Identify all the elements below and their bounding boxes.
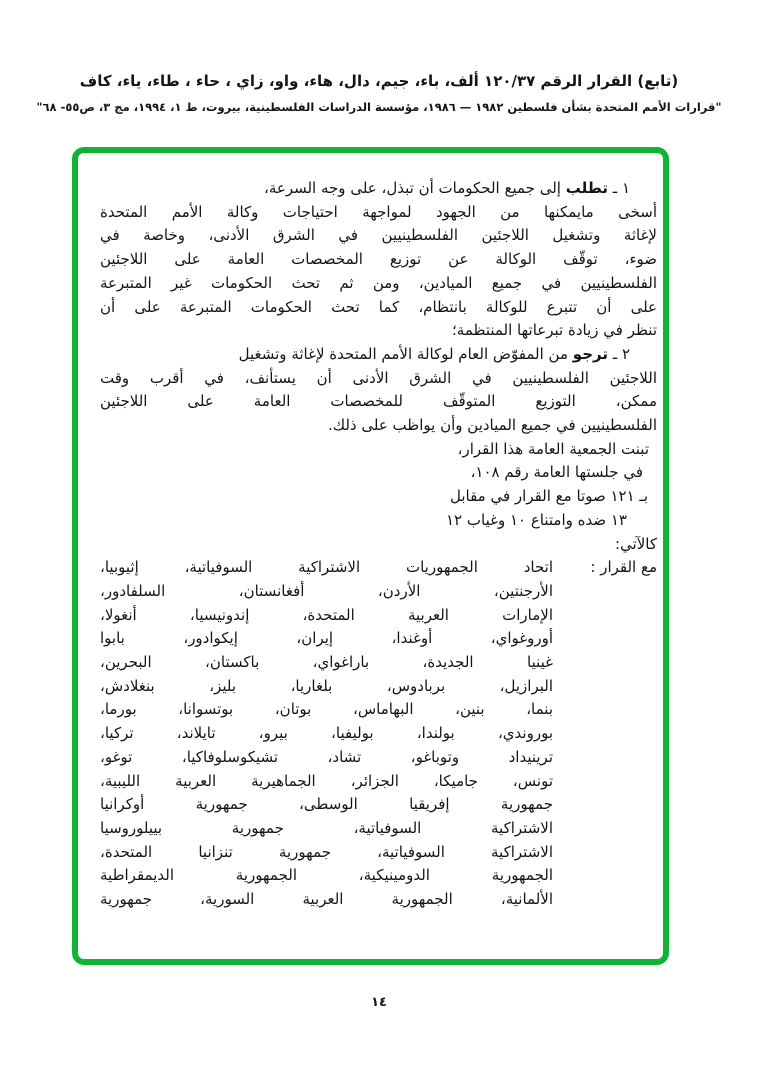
text-line: تونس، جاميكا، الجزائر، الجماهيرية العربية الليبية، — [100, 771, 553, 790]
content-box — [72, 147, 669, 965]
paragraph-1 — [100, 177, 657, 343]
paragraph-2-operative-verb: ترجو — [572, 344, 608, 363]
text-line: الإمارات العربية المتحدة، إندونيسيا، أنغولا، — [100, 605, 553, 624]
text-line: لإغاثة وتشغيل اللاجئين الفلسطينيين في الشرق الأدنى، وخاصة في — [100, 226, 657, 245]
vote-with-block — [100, 556, 657, 912]
text-line: الأرجنتين، الأردن، أفغانستان، السلفادور، — [100, 581, 553, 600]
text-line: تنظر في زيادة تبرعاتها المنتظمة؛ — [452, 321, 657, 340]
paragraph-2-first-line-text: من المفوّض العام لوكالة الأمم المتحدة لإغاثة وتشغيل — [238, 344, 569, 363]
text-line: في جلستها العامة رقم ١٠٨، — [470, 463, 643, 482]
countries-with-list — [100, 556, 553, 912]
text-line: ممكن، التوزيع المتوقّف للمخصصات العامة على اللاجئين — [100, 392, 657, 411]
paragraph-1-operative-verb: تطلب — [565, 179, 608, 197]
source-citation: "قرارات الأمم المتحدة بشأن فلسطين ١٩٨٢ — ١٩٨٦، مؤسسة الدراسات الفلسطينية، بيروت، ط ١، ١٩٩٤، مج ٣، ص٥٥- ٦٨" — [36, 100, 722, 114]
page-number: ١٤ — [371, 995, 387, 1010]
text-line: الاشتراكية السوفياتية، جمهورية بييلوروسيا — [100, 818, 553, 837]
text-line: بوروندي، بولندا، بوليفيا، بيرو، تايلاند، تركيا، — [100, 724, 553, 743]
text-line: اتحاد الجمهوريات الاشتراكية السوفياتية، إثيوبيا، — [100, 558, 553, 577]
paragraph-1-first-line — [100, 177, 657, 201]
text-line: الجمهورية الدومينيكية، الجمهورية الديمقراطية — [100, 866, 553, 885]
text-line: ترينيداد وتوباغو، تشاد، تشيكوسلوفاكيا، توغو، — [100, 747, 553, 766]
text-line: البرازيل، بربادوس، بلغاريا، بليز، بنغلادش، — [100, 676, 553, 695]
paragraph-2-first-line — [100, 343, 657, 367]
text-line: بنما، بنين، البهاماس، بوتان، بوتسوانا، بورما، — [100, 700, 553, 719]
vote-with-label: مع القرار : — [590, 558, 657, 577]
text-line: ضوء، توقّف الوكالة عن توزيع المخصصات العامة على اللاجئين — [100, 250, 657, 269]
text-line: الفلسطينيين في جميع الميادين وأن يواظب على ذلك. — [327, 416, 657, 435]
text-line: على أن تتبرع للوكالة بانتظام، كما تحث الحكومات المتبرعة على أن — [100, 297, 657, 316]
text-line: الاشتراكية السوفياتية، جمهورية تنزانيا المتحدة، — [100, 842, 553, 861]
paragraph-2 — [100, 343, 657, 438]
text-line: أسخى مايمكنها من الجهود لمواجهة احتياجات وكالة الأمم المتحدة — [100, 202, 657, 221]
document-title: (تابع) القرار الرقم ١٢٠/٣٧ ألف، باء، جيم، دال، هاء، واو، زاي ، حاء ، طاء، ياء، كاف — [79, 72, 679, 90]
text-line: الألمانية، الجمهورية العربية السورية، جمهورية — [100, 890, 553, 909]
text-line: الفلسطينيين في جميع الميادين، ومن ثم تحث الحكومات غير المتبرعة — [100, 273, 657, 292]
text-line: أوروغواي، أوغندا، إيران، إيكوادور، بابوا — [100, 629, 553, 648]
paragraph-1-number: ١ ـ — [612, 179, 630, 197]
text-line: ١٣ ضده وامتناع ١٠ وغياب ١٢ — [445, 510, 627, 529]
text-line: كالآتي: — [615, 534, 657, 553]
text-line: تبنت الجمعية العامة هذا القرار، — [457, 439, 649, 458]
text-line: اللاجئين الفلسطينيين في الشرق الأدنى أن يستأنف، في أقرب وقت — [100, 368, 657, 387]
paragraph-2-lines — [100, 367, 657, 438]
adoption-statement — [100, 438, 657, 557]
text-line: غينيا الجديدة، باراغواي، باكستان، البحرين، — [100, 653, 553, 672]
paragraph-1-first-line-text: إلى جميع الحكومات أن تبذل، على وجه السرعة، — [264, 179, 561, 197]
paragraph-1-lines — [100, 201, 657, 343]
paragraph-2-number: ٢ ـ — [612, 344, 630, 363]
text-line: جمهورية إفريقيا الوسطى، جمهورية أوكرانيا — [100, 795, 553, 814]
text-line: بـ ١٢١ صوتا مع القرار في مقابل — [449, 487, 648, 506]
